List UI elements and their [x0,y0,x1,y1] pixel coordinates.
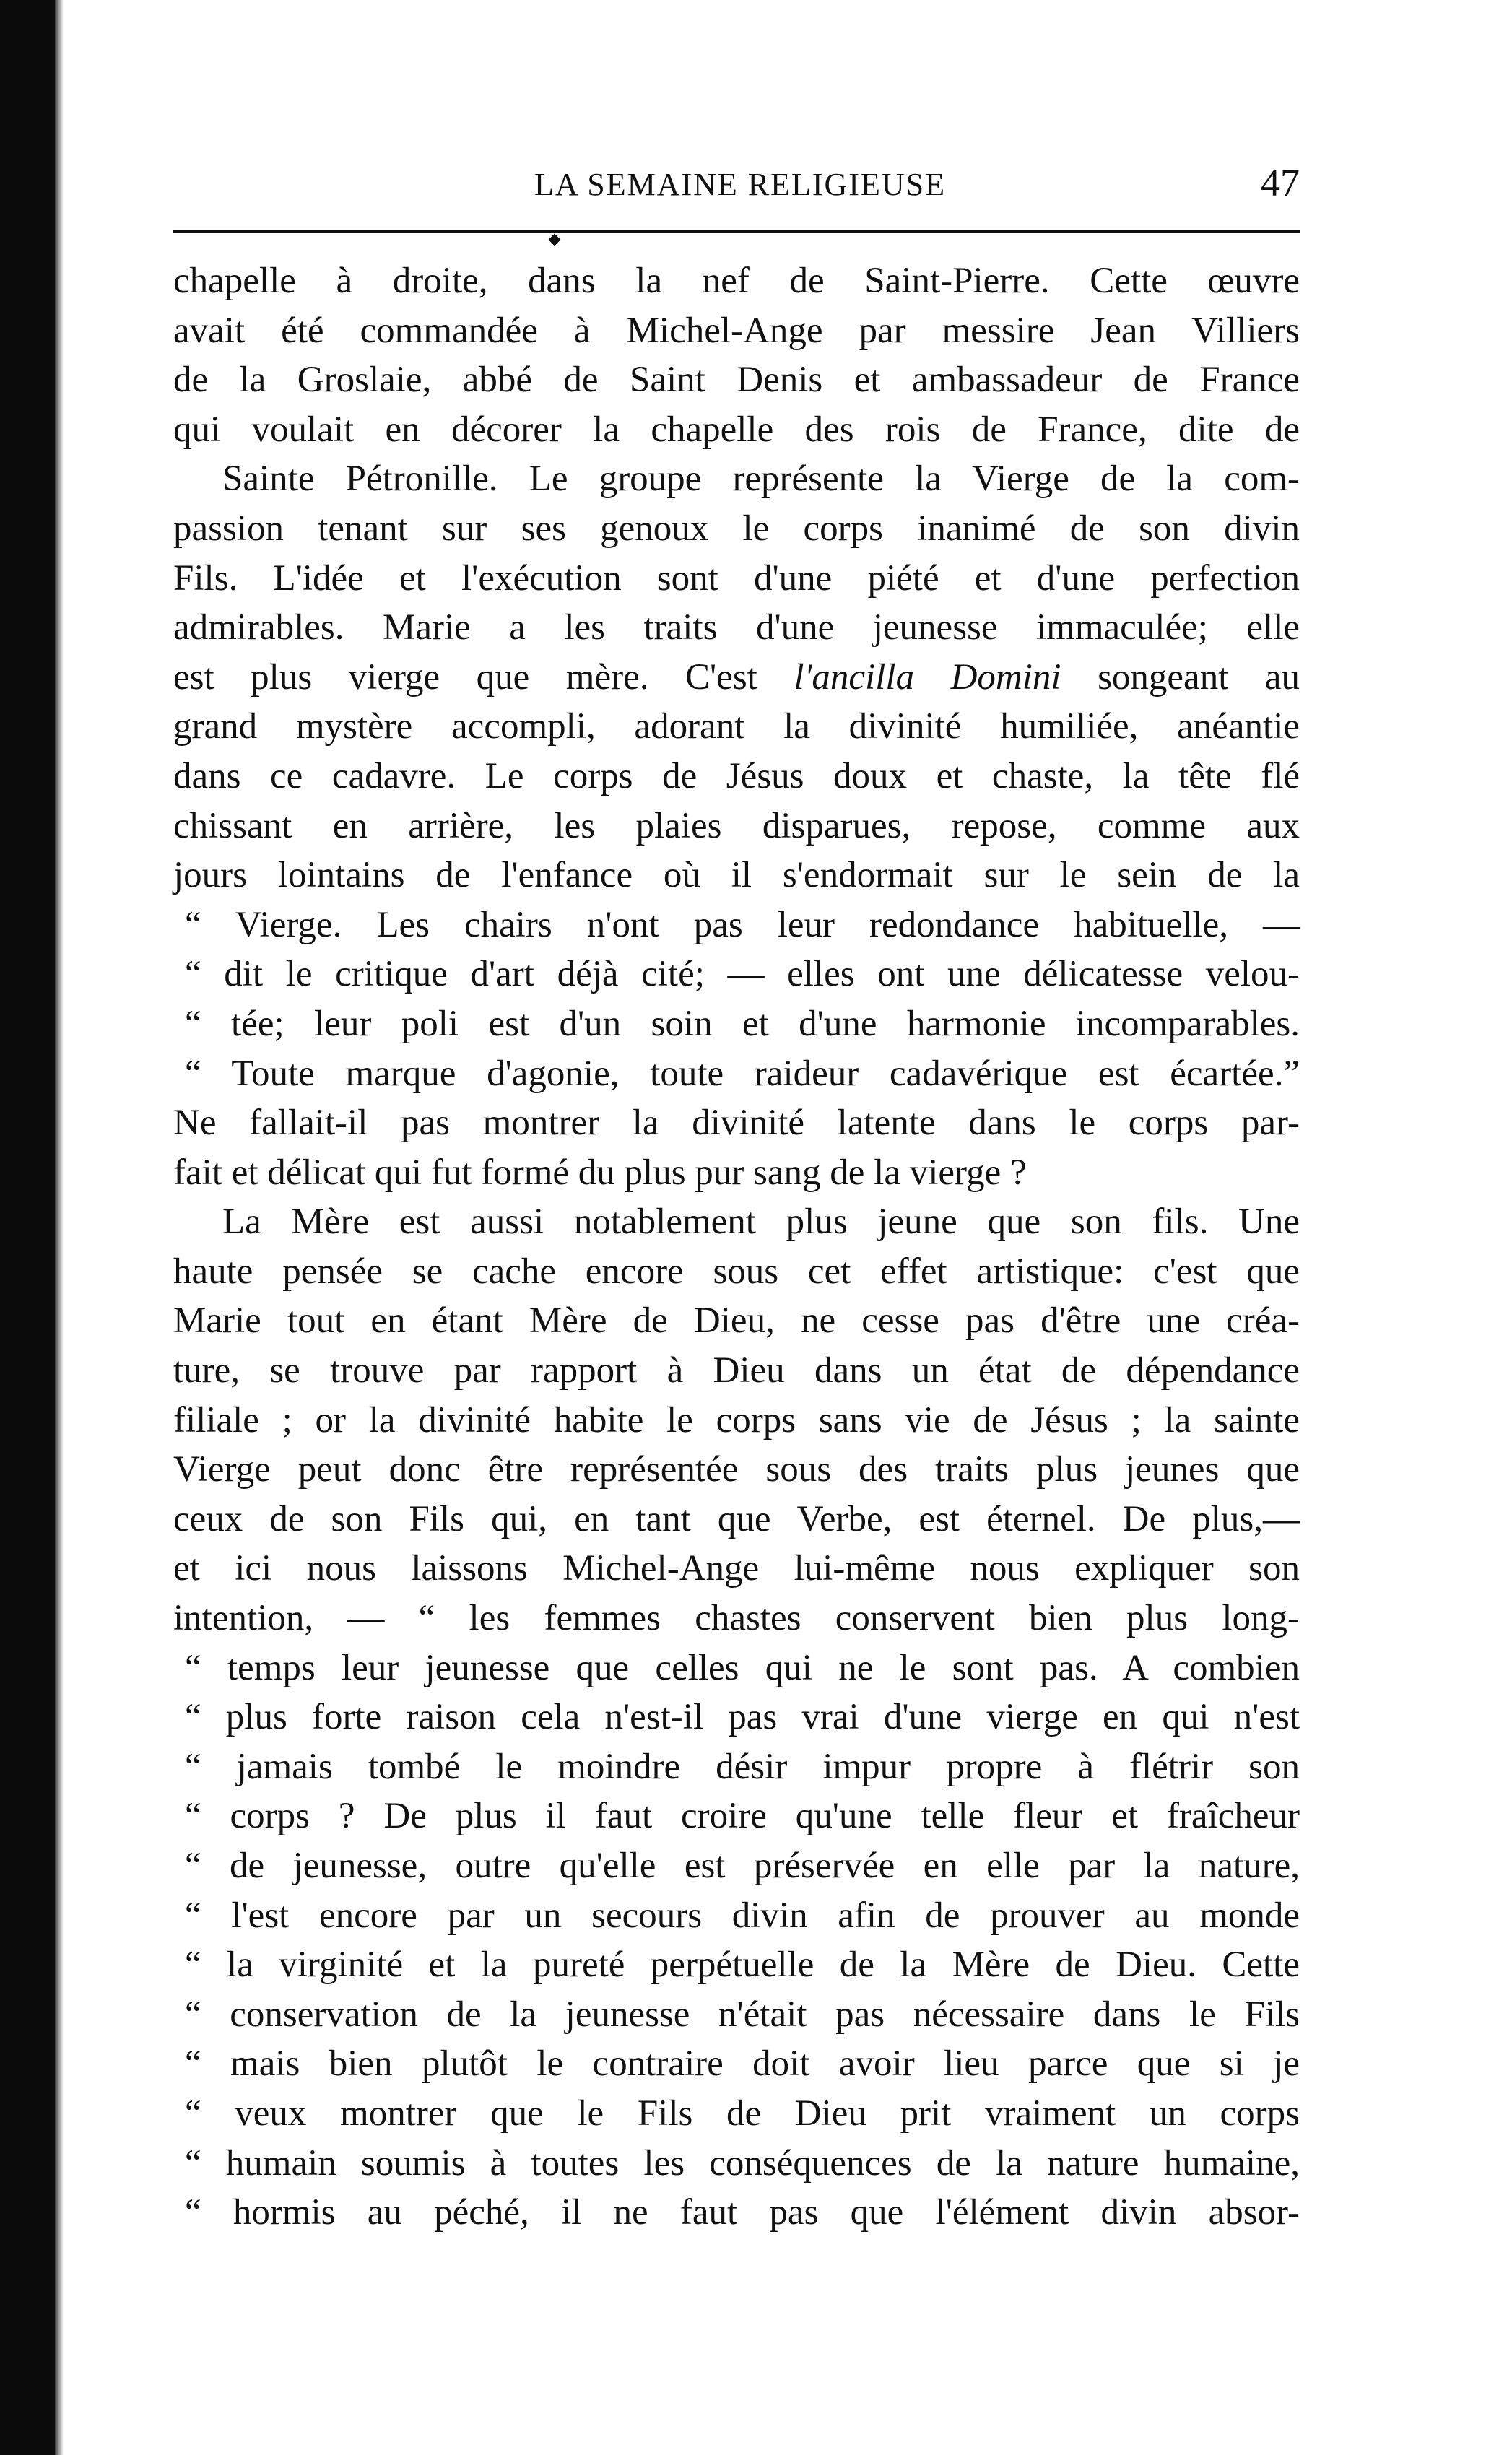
book-spine-shadow [0,0,55,2455]
text-line: intention, — “ les femmes chastes conservent bien plus long- [173,1598,1300,1639]
text-line: dans ce cadavre. Le corps de Jésus doux et chaste, la tête flé [173,755,1300,796]
text-line: Fils. L'idée et l'exécution sont d'une piété et d'une perfection [173,557,1300,599]
page-number: 47 [1261,161,1300,204]
text-line: grand mystère accompli, adorant la divinité humiliée, anéantie [173,706,1300,747]
body-text [173,256,1300,2238]
text-line: haute pensée se cache encore sous cet effet artistique: c'est que [173,1251,1300,1292]
text-line: “ plus forte raison cela n'est-il pas vrai d'une vierge en qui n'est [185,1697,1300,1738]
text-line: “ tée; leur poli est d'un soin et d'une harmonie incomparables. [185,1003,1300,1044]
text-line: “ humain soumis à toutes les conséquences de la nature humaine, [185,2142,1300,2184]
text-line: Ne fallait-il pas montrer la divinité latente dans le corps par- [173,1103,1300,1144]
spine-edge-gradient [55,0,64,2455]
text-line: ture, se trouve par rapport à Dieu dans un état de dépendance [173,1350,1300,1391]
text-line: “ mais bien plutôt le contraire doit avoir lieu parce que si je [185,2043,1300,2085]
text-segment: est plus vierge que mère. C'est [173,656,757,698]
running-title: LA SEMAINE RELIGIEUSE [534,167,946,202]
italic-phrase: l'ancilla Domini [794,656,1061,698]
text-line: passion tenant sur ses genoux le corps inanimé de son divin [173,508,1300,549]
text-line: “ conservation de la jeunesse n'était pas nécessaire dans le Fils [185,1994,1300,2035]
text-line: de la Groslaie, abbé de Saint Denis et ambassadeur de France [173,360,1300,401]
text-line: chissant en arrière, les plaies disparues, repose, comme aux [173,805,1300,846]
text-line: fait et délicat qui fut formé du plus pur sang de la vierge ? [173,1152,1027,1193]
text-line: “ l'est encore par un secours divin afin de prouver au monde [185,1895,1300,1936]
text-line: “ Vierge. Les chairs n'ont pas leur redondance habituelle, — [185,904,1300,945]
text-line: avait été commandée à Michel-Ange par messire Jean Villiers [173,310,1300,351]
text-line: La Mère est aussi notablement plus jeune que son fils. Une [222,1202,1300,1243]
text-line: jours lointains de l'enfance où il s'endormait sur le sein de la [173,855,1300,896]
text-line: Marie tout en étant Mère de Dieu, ne cesse pas d'être une créa- [173,1300,1300,1342]
text-line: “ jamais tombé le moindre désir impur propre à flétrir son [185,1746,1300,1787]
header-rule-ornament [549,234,561,246]
text-line: “ dit le critique d'art déjà cité; — elles ont une délicatesse velou- [185,954,1300,995]
text-line: Sainte Pétronille. Le groupe représente la Vierge de la com- [222,459,1300,500]
text-line: “ de jeunesse, outre qu'elle est préservée en elle par la nature, [185,1846,1300,1886]
text-line: ceux de son Fils qui, en tant que Verbe, est éternel. De plus,— [173,1498,1300,1539]
text-line: Vierge peut donc être représentée sous des traits plus jeunes que [173,1449,1300,1490]
text-line: “ hormis au péché, il ne faut pas que l'élément divin absor- [185,2192,1300,2233]
header-rule [173,230,1300,233]
text-line: filiale ; or la divinité habite le corps sans vie de Jésus ; la sainte [173,1399,1300,1441]
text-line-with-italic [173,653,1300,703]
text-line: chapelle à droite, dans la nef de Saint-Pierre. Cette œuvre [173,261,1300,301]
text-line: et ici nous laissons Michel-Ange lui-même nous expliquer son [173,1548,1300,1589]
text-line: “ veux montrer que le Fils de Dieu prit vraiment un corps [185,2093,1300,2134]
text-segment: songeant au [1098,656,1300,698]
text-line: “ temps leur jeunesse que celles qui ne le sont pas. A combien [185,1647,1300,1688]
text-line: admirables. Marie a les traits d'une jeunesse immaculée; elle [173,607,1300,648]
text-line: “ Toute marque d'agonie, toute raideur cadavérique est écartée.” [185,1053,1300,1094]
text-line: “ la virginité et la pureté perpétuelle de la Mère de Dieu. Cette [185,1945,1300,1986]
page-header [173,160,1300,211]
text-line: “ corps ? De plus il faut croire qu'une telle fleur et fraîcheur [185,1796,1300,1837]
text-line: qui voulait en décorer la chapelle des rois de France, dite de [173,409,1300,450]
